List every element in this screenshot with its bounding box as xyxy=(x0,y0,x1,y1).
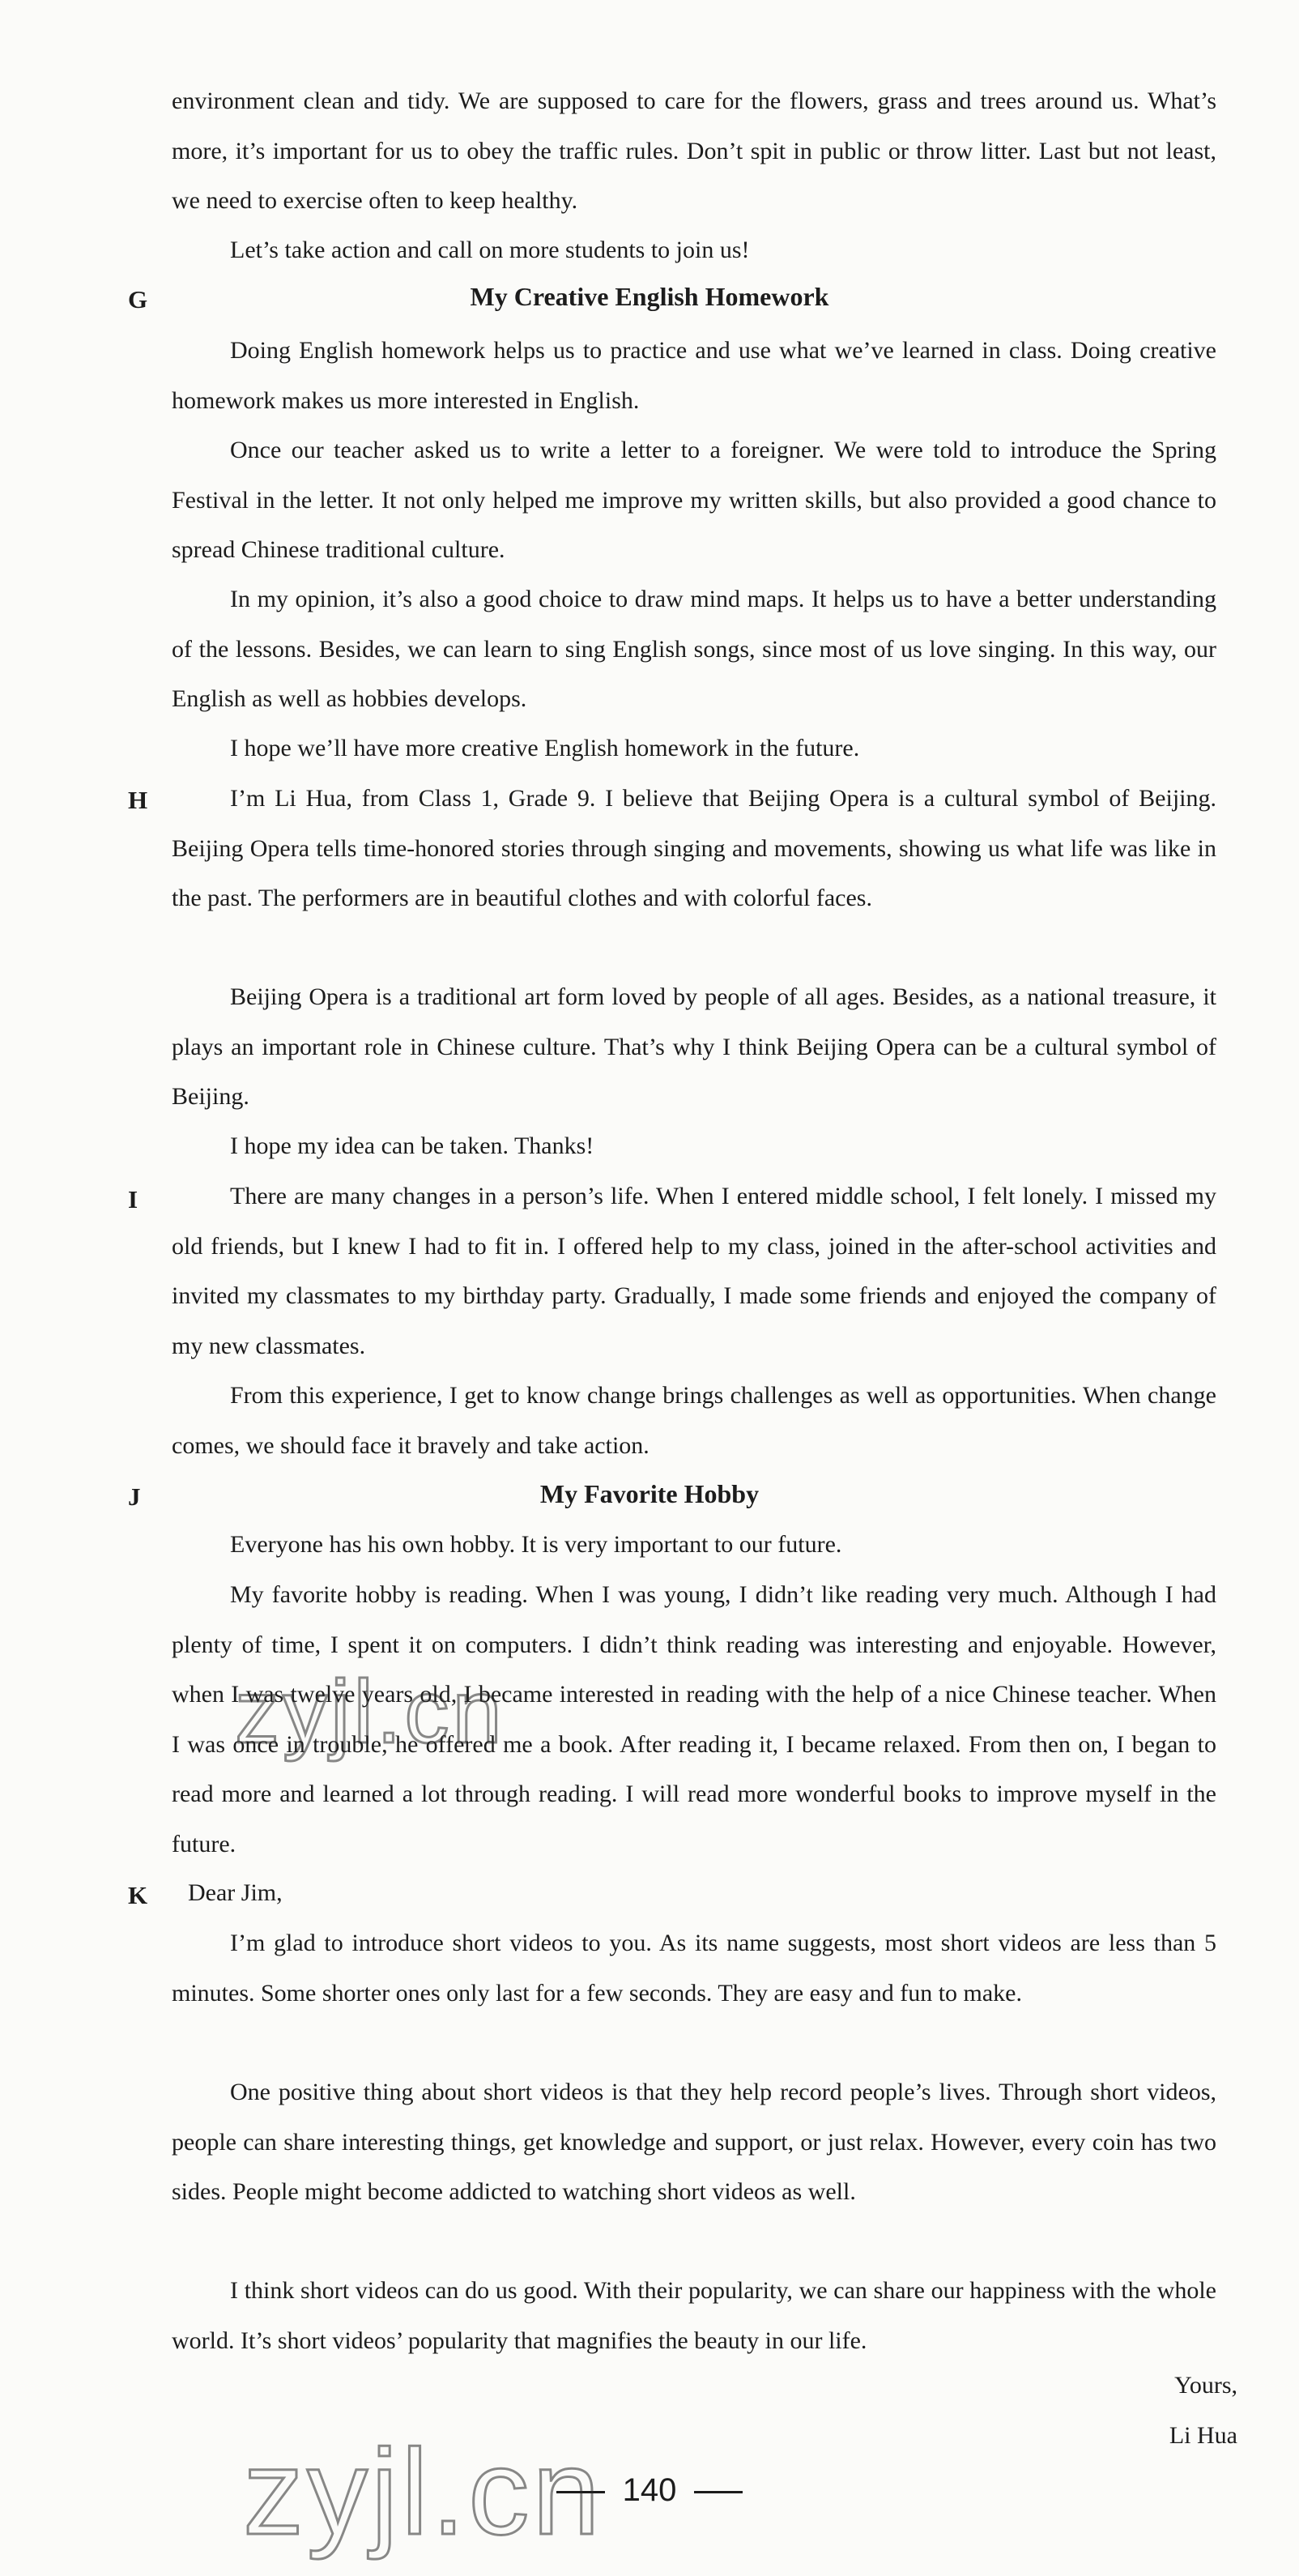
section-k-paragraph-2: One positive thing about short videos is that they help record people’s lives. Through short videos, people can share interesting things, get knowledge and support, or just relax. However, every coin has two sides. People might become addicted to watching short videos as well. xyxy=(172,2079,1216,2205)
section-g-title: My Creative English Homework xyxy=(470,282,829,311)
section-i-paragraph-1: There are many changes in a person’s life. When I entered middle school, I felt lonely. I missed my old friends, but I knew I had to fit in. I offered help to my class, joined in the after-school activities and invited my classmates to my birthday party. Gradually, I made some friends and enjoyed the company of my new classmates. xyxy=(172,1183,1216,1359)
section-h-paragraph-2: Beijing Opera is a traditional art form loved by people of all ages. Besides, as a national treasure, it plays an important role in Chinese culture. That’s why I think Beijing Opera can be a cultural symbol of Beijing. xyxy=(172,983,1216,1110)
section-g-paragraph-3: In my opinion, it’s also a good choice to draw mind maps. It helps us to have a better understanding of the lessons. Besides, we can learn to sing English songs, since most of us love singing. In this way, our English as well as hobbies develops. xyxy=(172,586,1216,712)
section-g-paragraph-4: I hope we’ll have more creative English homework in the future. xyxy=(230,735,860,761)
section-h-paragraph-3: I hope my idea can be taken. Thanks! xyxy=(230,1132,594,1159)
section-j-title: My Favorite Hobby xyxy=(539,1479,760,1508)
section-label-j: J xyxy=(128,1482,141,1511)
section-j-paragraph-1: Everyone has his own hobby. It is very important to our future. xyxy=(230,1531,842,1558)
watermark-middle: zyjl.cn xyxy=(235,1662,505,1762)
section-i-paragraph-2: From this experience, I get to know change brings challenges as well as opportunities. When change comes, we should face it bravely and take action. xyxy=(172,1382,1216,1459)
page-number-dash-left xyxy=(556,2491,605,2493)
watermark-bottom: zyjl.cn xyxy=(243,2424,603,2560)
section-label-k: K xyxy=(128,1881,148,1909)
section-h-paragraph-1: I’m Li Hua, from Class 1, Grade 9. I believe that Beijing Opera is a cultural symbol of Beijing. Beijing Opera tells time-honored stories through singing and movements, showing us what life was like in the past. The performers are in beautiful clothes and with colorful faces. xyxy=(172,785,1216,911)
section-g-paragraph-1: Doing English homework helps us to practice and use what we’ve learned in class. Doing creative homework makes us more interested in English. xyxy=(172,337,1216,414)
page-number-dash-right xyxy=(694,2491,743,2493)
section-g-paragraph-2: Once our teacher asked us to write a letter to a foreigner. We were told to introduce the Spring Festival in the letter. It not only helped me improve my written skills, but also provided a good chance to spread Chinese traditional culture. xyxy=(172,437,1216,563)
section-j-paragraph-2: My favorite hobby is reading. When I was young, I didn’t like reading very much. Although I had plenty of time, I spent it on computers. I didn’t think reading was interesting and enjoyable. However, when I was twelve years old, I became interested in reading with the help of a nice Chinese teacher. When I was once in trouble, he offered me a book. After reading it, I became relaxed. From then on, I began to read more and learned a lot through reading. I will read more wonderful books to improve myself in the future. xyxy=(172,1581,1216,1857)
page-number xyxy=(0,2472,1299,2509)
letter-signature: Li Hua xyxy=(1169,2422,1237,2449)
letter-closing: Yours, xyxy=(1174,2372,1237,2399)
section-k-paragraph-3: I think short videos can do us good. With their popularity, we can share our happiness with the whole world. It’s short videos’ popularity that magnifies the beauty in our life. xyxy=(172,2277,1216,2354)
section-label-g: G xyxy=(128,285,148,313)
section-label-i: I xyxy=(128,1185,138,1213)
page-number-value: 140 xyxy=(622,2472,677,2508)
letter-salutation: Dear Jim, xyxy=(188,1879,283,1906)
section-k-paragraph-1: I’m glad to introduce short videos to you. As its name suggests, most short videos are less than 5 minutes. Some shorter ones only last for a few seconds. They are easy and fun to make. xyxy=(172,1930,1216,2007)
intro-paragraph-2: Let’s take action and call on more students to join us! xyxy=(230,237,750,263)
section-label-h: H xyxy=(128,786,148,814)
intro-paragraph-1: environment clean and tidy. We are supposed to care for the flowers, grass and trees around us. What’s more, it’s important for us to obey the traffic rules. Don’t spit in public or throw litter. Last but not least, we need to exercise often to keep healthy. xyxy=(172,87,1216,214)
